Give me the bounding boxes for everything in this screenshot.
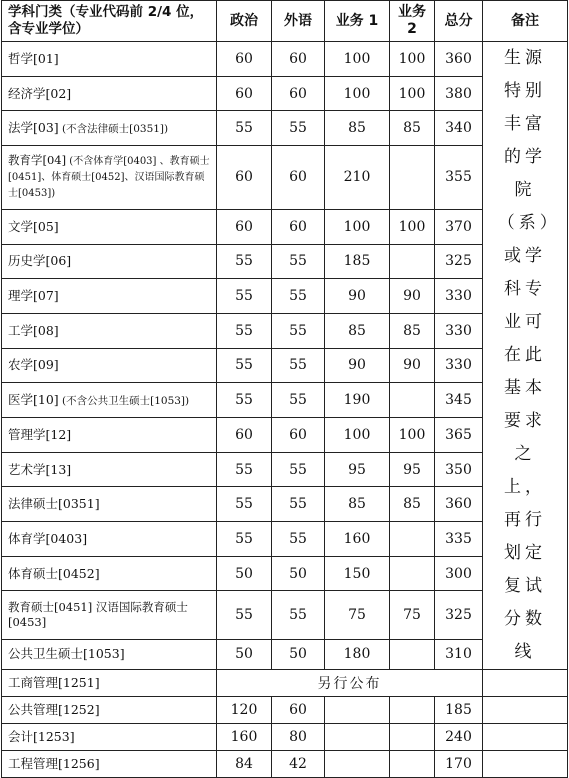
politics-score-cell: 55 xyxy=(217,487,272,522)
total-score-cell: 355 xyxy=(435,146,483,210)
major2-score-cell: 85 xyxy=(390,487,435,522)
category-note: (不含体育学[0403] 、教育硕士[0451]、体育硕士[0452]、汉语国际教育硕士[0453]) xyxy=(8,156,210,200)
category-note: (不含公共卫生硕士[1053]) xyxy=(58,394,190,407)
foreign-score-cell: 55 xyxy=(272,452,325,487)
politics-score-cell: 60 xyxy=(217,417,272,452)
category-name: 管理学[12] xyxy=(8,426,72,442)
header-row xyxy=(2,1,568,42)
foreign-score-cell: 55 xyxy=(272,383,325,418)
foreign-score-cell: 55 xyxy=(272,487,325,522)
major1-score-cell: 90 xyxy=(325,348,390,383)
major2-score-cell xyxy=(390,244,435,279)
foreign-score-cell: 60 xyxy=(272,697,325,724)
foreign-score-cell: 50 xyxy=(272,556,325,591)
politics-score-cell: 55 xyxy=(217,452,272,487)
foreign-score-cell: 55 xyxy=(272,313,325,348)
table-row xyxy=(2,724,568,751)
category-name: 哲学[01] xyxy=(8,50,59,66)
category-name: 公共卫生硕士[1053] xyxy=(8,646,125,662)
foreign-score-cell: 60 xyxy=(272,209,325,244)
total-score-cell: 360 xyxy=(435,487,483,522)
category-cell xyxy=(2,209,217,244)
category-name: 医学[10] xyxy=(8,391,59,407)
major2-score-cell: 85 xyxy=(390,313,435,348)
major2-score-cell: 95 xyxy=(390,452,435,487)
major2-score-cell: 100 xyxy=(390,42,435,77)
table-row xyxy=(2,670,568,697)
major2-score-cell xyxy=(390,146,435,210)
major1-score-cell: 150 xyxy=(325,556,390,591)
category-cell xyxy=(2,724,217,751)
politics-score-cell: 84 xyxy=(217,751,272,778)
category-cell xyxy=(2,591,217,639)
header-major2: 业务 2 xyxy=(390,1,435,42)
foreign-score-cell: 60 xyxy=(272,76,325,111)
header-major1: 业务 1 xyxy=(325,1,390,42)
politics-score-cell: 60 xyxy=(217,76,272,111)
politics-score-cell: 120 xyxy=(217,697,272,724)
major1-score-cell: 210 xyxy=(325,146,390,210)
header-foreign: 外语 xyxy=(272,1,325,42)
total-score-cell: 325 xyxy=(435,591,483,639)
total-score-cell: 325 xyxy=(435,244,483,279)
major2-score-cell: 100 xyxy=(390,209,435,244)
major1-score-cell xyxy=(325,724,390,751)
category-cell xyxy=(2,42,217,77)
foreign-score-cell: 55 xyxy=(272,111,325,146)
politics-score-cell: 55 xyxy=(217,111,272,146)
category-cell xyxy=(2,111,217,146)
category-cell xyxy=(2,383,217,418)
major1-score-cell: 100 xyxy=(325,76,390,111)
category-name: 教育硕士[0451] 汉语国际教育硕士[0453] xyxy=(8,599,188,629)
total-score-cell: 330 xyxy=(435,348,483,383)
politics-score-cell: 55 xyxy=(217,383,272,418)
politics-score-cell: 50 xyxy=(217,639,272,669)
total-score-cell: 340 xyxy=(435,111,483,146)
header-remark: 备注 xyxy=(483,1,568,42)
total-score-cell: 300 xyxy=(435,556,483,591)
category-cell xyxy=(2,146,217,210)
category-cell xyxy=(2,487,217,522)
major1-score-cell: 180 xyxy=(325,639,390,669)
major2-score-cell xyxy=(390,697,435,724)
category-name: 教育学[04] xyxy=(8,153,67,168)
major2-score-cell: 90 xyxy=(390,279,435,314)
major2-score-cell: 100 xyxy=(390,417,435,452)
foreign-score-cell: 55 xyxy=(272,591,325,639)
category-cell xyxy=(2,556,217,591)
category-name: 法律硕士[0351] xyxy=(8,496,100,512)
table-body xyxy=(2,42,568,778)
category-name: 工学[08] xyxy=(8,322,59,338)
category-note: (不含法律硕士[0351]) xyxy=(58,122,169,135)
foreign-score-cell: 55 xyxy=(272,279,325,314)
category-name: 法学[03] xyxy=(8,119,59,135)
category-cell xyxy=(2,244,217,279)
major1-score-cell: 85 xyxy=(325,487,390,522)
major1-score-cell: 85 xyxy=(325,313,390,348)
foreign-score-cell: 60 xyxy=(272,417,325,452)
major1-score-cell: 90 xyxy=(325,279,390,314)
category-cell xyxy=(2,670,217,697)
table-row xyxy=(2,42,568,77)
header-politics: 政治 xyxy=(217,1,272,42)
header-total: 总分 xyxy=(435,1,483,42)
major1-score-cell: 85 xyxy=(325,111,390,146)
category-cell xyxy=(2,76,217,111)
major2-score-cell xyxy=(390,556,435,591)
foreign-score-cell: 50 xyxy=(272,639,325,669)
major1-score-cell xyxy=(325,751,390,778)
notice-cell: 另行公布 xyxy=(217,670,483,697)
foreign-score-cell: 60 xyxy=(272,146,325,210)
total-score-cell: 350 xyxy=(435,452,483,487)
politics-score-cell: 60 xyxy=(217,146,272,210)
major2-score-cell: 75 xyxy=(390,591,435,639)
total-score-cell: 335 xyxy=(435,522,483,557)
category-cell xyxy=(2,522,217,557)
category-name: 公共管理[1252] xyxy=(8,702,100,717)
remark-empty-cell xyxy=(483,751,568,778)
category-name: 会计[1253] xyxy=(8,729,75,744)
total-score-cell: 370 xyxy=(435,209,483,244)
major1-score-cell xyxy=(325,697,390,724)
major2-score-cell xyxy=(390,383,435,418)
score-table xyxy=(1,0,568,778)
table-row xyxy=(2,697,568,724)
category-name: 艺术学[13] xyxy=(8,461,72,477)
total-score-cell: 330 xyxy=(435,313,483,348)
total-score-cell: 360 xyxy=(435,42,483,77)
major1-score-cell: 185 xyxy=(325,244,390,279)
total-score-cell: 240 xyxy=(435,724,483,751)
politics-score-cell: 55 xyxy=(217,313,272,348)
foreign-score-cell: 42 xyxy=(272,751,325,778)
foreign-score-cell: 60 xyxy=(272,42,325,77)
total-score-cell: 170 xyxy=(435,751,483,778)
major1-score-cell: 160 xyxy=(325,522,390,557)
major2-score-cell: 100 xyxy=(390,76,435,111)
politics-score-cell: 160 xyxy=(217,724,272,751)
major2-score-cell: 90 xyxy=(390,348,435,383)
total-score-cell: 380 xyxy=(435,76,483,111)
category-name: 体育硕士[0452] xyxy=(8,565,100,581)
table-row xyxy=(2,751,568,778)
remark-empty-cell xyxy=(483,670,568,697)
politics-score-cell: 60 xyxy=(217,209,272,244)
politics-score-cell: 55 xyxy=(217,279,272,314)
remark-empty-cell xyxy=(483,724,568,751)
category-name: 文学[05] xyxy=(8,218,59,234)
category-cell xyxy=(2,279,217,314)
politics-score-cell: 55 xyxy=(217,522,272,557)
category-cell xyxy=(2,639,217,669)
major2-score-cell xyxy=(390,751,435,778)
politics-score-cell: 50 xyxy=(217,556,272,591)
header-category: 学科门类（专业代码前 2/4 位，含专业学位） xyxy=(2,1,217,42)
major2-score-cell xyxy=(390,639,435,669)
total-score-cell: 185 xyxy=(435,697,483,724)
category-name: 理学[07] xyxy=(8,288,59,304)
category-cell xyxy=(2,313,217,348)
major2-score-cell xyxy=(390,724,435,751)
major1-score-cell: 75 xyxy=(325,591,390,639)
remark-cell: 生源特别丰富的学院（系）或学科专业可在此基本要求之上，再行划定复试分数线 xyxy=(483,42,568,670)
major1-score-cell: 95 xyxy=(325,452,390,487)
total-score-cell: 310 xyxy=(435,639,483,669)
major1-score-cell: 190 xyxy=(325,383,390,418)
major2-score-cell xyxy=(390,522,435,557)
category-name: 工商管理[1251] xyxy=(8,675,100,690)
category-cell xyxy=(2,417,217,452)
category-cell xyxy=(2,697,217,724)
foreign-score-cell: 55 xyxy=(272,348,325,383)
politics-score-cell: 55 xyxy=(217,348,272,383)
major2-score-cell: 85 xyxy=(390,111,435,146)
category-name: 体育学[0403] xyxy=(8,530,88,546)
category-name: 历史学[06] xyxy=(8,253,72,269)
foreign-score-cell: 55 xyxy=(272,522,325,557)
foreign-score-cell: 80 xyxy=(272,724,325,751)
category-name: 经济学[02] xyxy=(8,85,72,101)
major1-score-cell: 100 xyxy=(325,42,390,77)
foreign-score-cell: 55 xyxy=(272,244,325,279)
politics-score-cell: 55 xyxy=(217,591,272,639)
category-cell xyxy=(2,348,217,383)
politics-score-cell: 55 xyxy=(217,244,272,279)
category-name: 农学[09] xyxy=(8,357,59,373)
category-name: 工程管理[1256] xyxy=(8,756,100,771)
total-score-cell: 345 xyxy=(435,383,483,418)
remark-empty-cell xyxy=(483,697,568,724)
category-cell xyxy=(2,452,217,487)
major1-score-cell: 100 xyxy=(325,209,390,244)
politics-score-cell: 60 xyxy=(217,42,272,77)
total-score-cell: 330 xyxy=(435,279,483,314)
category-cell xyxy=(2,751,217,778)
major1-score-cell: 100 xyxy=(325,417,390,452)
total-score-cell: 365 xyxy=(435,417,483,452)
